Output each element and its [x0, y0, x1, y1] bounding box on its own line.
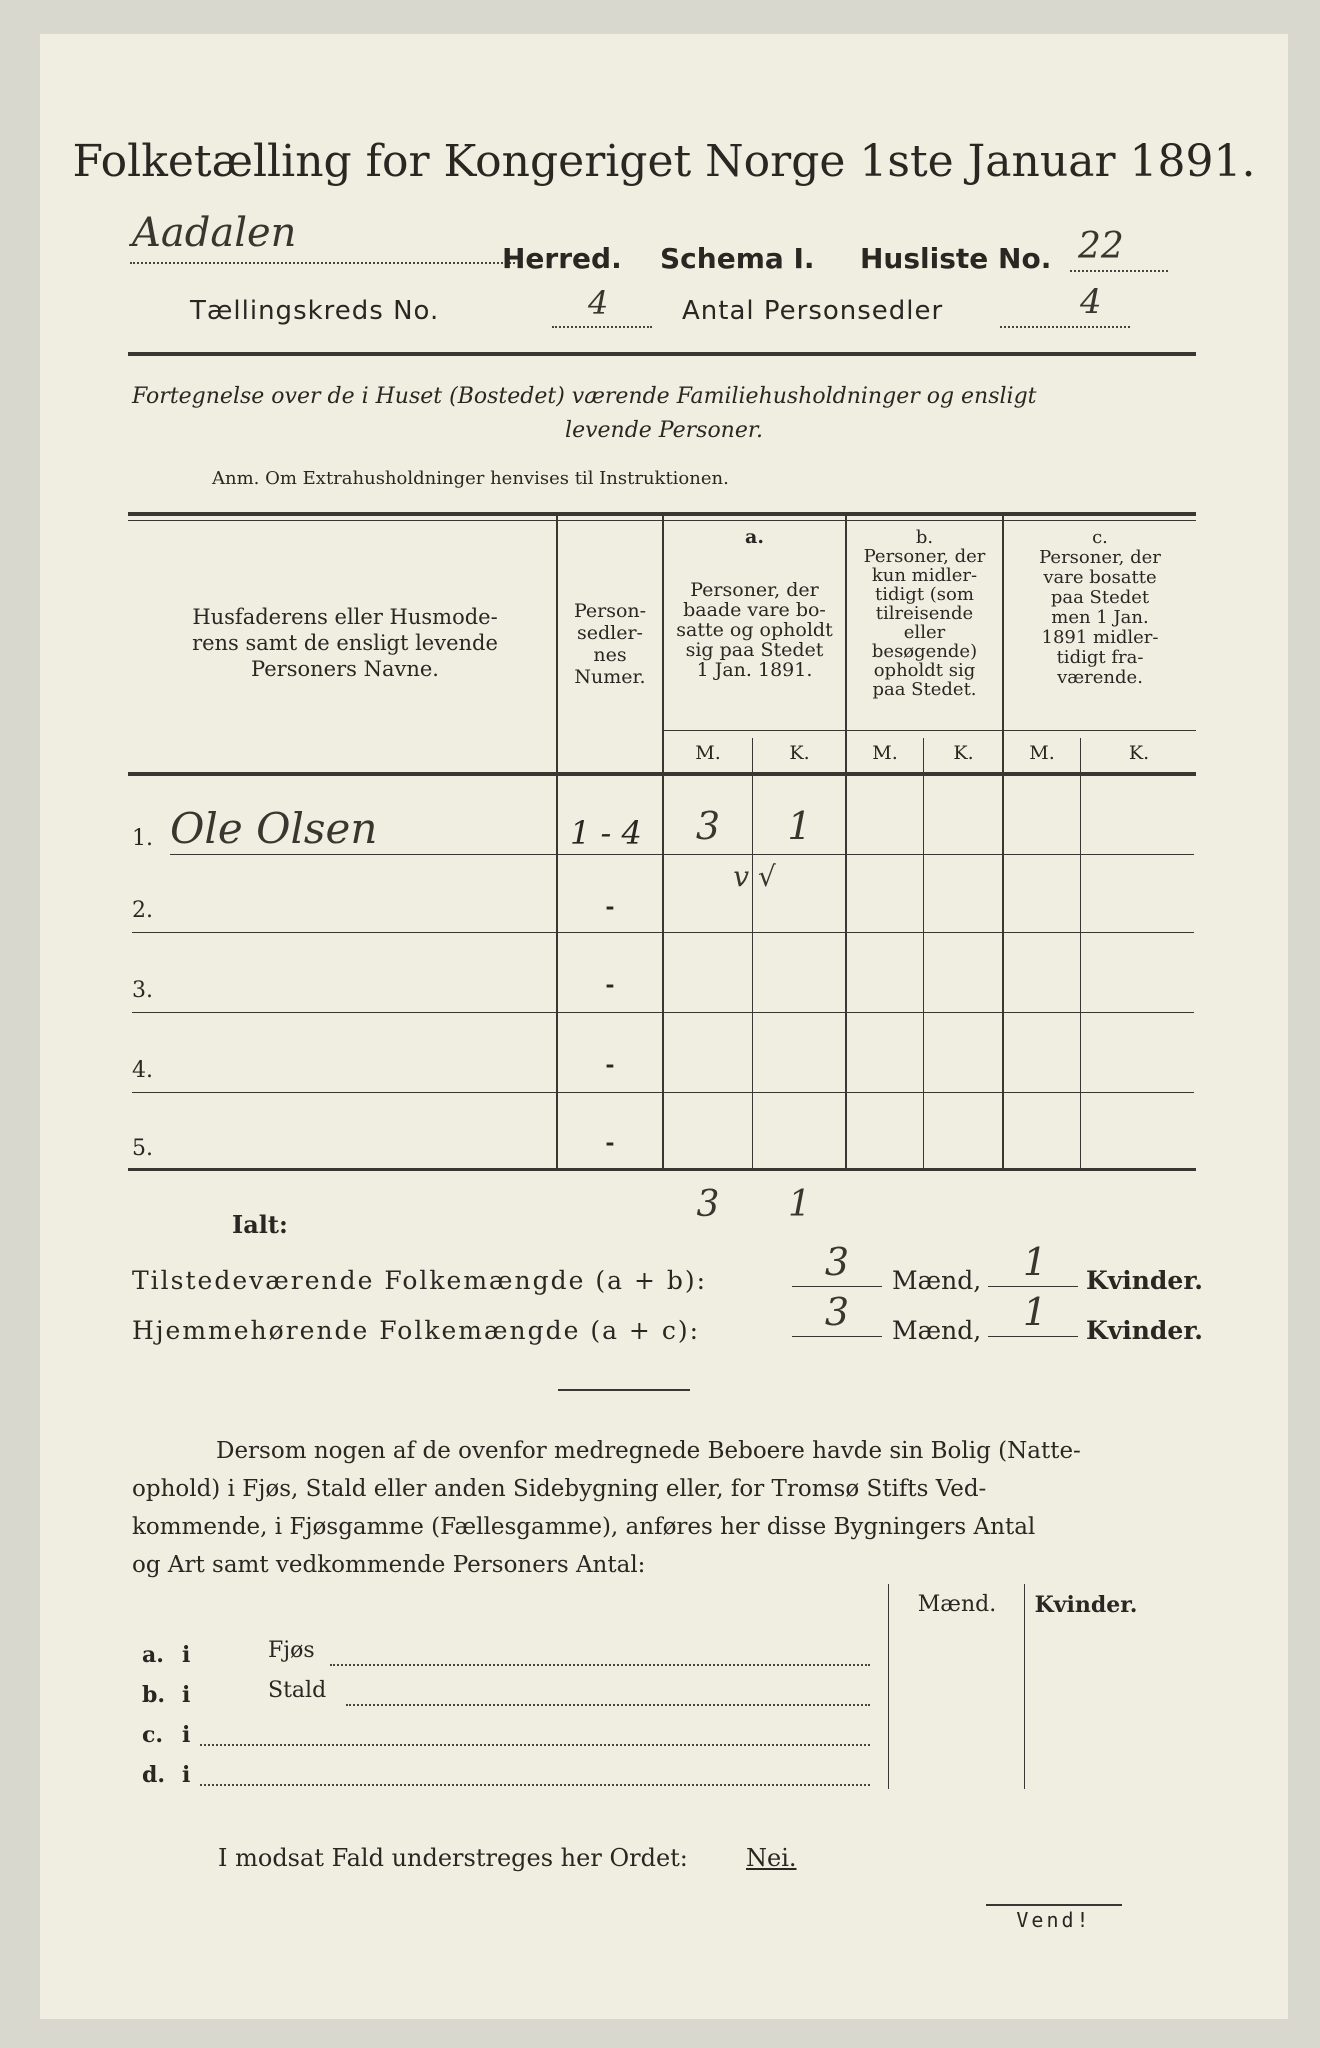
hjemme-kvinder-line: [988, 1336, 1078, 1337]
item-c-dotted-line: [200, 1744, 870, 1746]
kreds-label: Tællingskreds No.: [190, 296, 440, 326]
row-1-check-marks: v √: [733, 860, 776, 893]
col-divider-c-mk: [1080, 738, 1081, 1168]
item-c-i: i: [182, 1722, 191, 1748]
tilstede-maend-value: 3: [824, 1240, 850, 1284]
row-4-personsedler-numer: -: [605, 1052, 615, 1078]
form-title: Folketælling for Kongeriget Norge 1ste Januar 1891.: [72, 136, 1256, 187]
item-a-dotted-line: [330, 1664, 870, 1666]
col-name-header: Husfaderens eller Husmode- rens samt de ensligt levende Personers Navne.: [192, 605, 498, 681]
vend-note: Vend!: [1016, 1908, 1092, 1932]
note-line3: kommende, i Fjøsgamme (Fællesgamme), anføres her disse Bygningers Antal: [132, 1514, 1036, 1540]
tilstede-maend-line: [792, 1286, 882, 1287]
header-rule: [128, 352, 1196, 356]
row-1-name: Ole Olsen: [170, 804, 378, 853]
row-4-underline: [132, 1092, 1194, 1093]
tilstede-kvinder-label: Kvinder.: [1086, 1266, 1203, 1295]
hjemme-maend-label: Mænd,: [892, 1316, 982, 1345]
note-kvinder-header: Kvinder.: [1034, 1592, 1138, 1618]
hjemme-label: Hjemmehørende Folkemængde (a + c):: [132, 1316, 700, 1345]
mk-label-c-k: K.: [1128, 742, 1150, 764]
mk-label-b-m: M.: [872, 742, 898, 764]
item-b-letter: b.: [142, 1682, 166, 1708]
census-form-page: [40, 34, 1288, 2019]
husliste-label: Husliste No.: [860, 242, 1052, 275]
item-d-dotted-line: [200, 1784, 870, 1786]
table-bottom-rule: [128, 1168, 1196, 1171]
note-col-divider-2: [1024, 1584, 1025, 1789]
col-b-header: b. Personer, der kun midler- tidigt (som tilreisende eller besøgende) opholdt sig paa Stedet.: [863, 527, 986, 700]
item-d-letter: d.: [142, 1762, 166, 1788]
col-num-header: Person- sedler- nes Numer.: [573, 600, 647, 688]
row-4-number: 4.: [132, 1058, 153, 1083]
tilstede-kvinder-line: [988, 1286, 1078, 1287]
vend-rule: [986, 1904, 1122, 1906]
ialt-maend: 3: [696, 1184, 720, 1225]
row-5-number: 5.: [132, 1136, 153, 1161]
hjemme-maend-line: [792, 1336, 882, 1337]
row-2-underline: [132, 932, 1194, 933]
item-a-letter: a.: [142, 1642, 164, 1668]
tilstede-maend-label: Mænd,: [892, 1266, 982, 1295]
anm-note: Anm. Om Extrahusholdninger henvises til Instruktionen.: [212, 468, 729, 489]
mk-top-rule: [662, 730, 1196, 731]
row-3-underline: [132, 1012, 1194, 1013]
ialt-kvinder: 1: [788, 1184, 811, 1225]
herred-value: Aadalen: [132, 210, 297, 256]
husliste-dotted-line: [1070, 270, 1168, 272]
mk-label-a-m: M.: [695, 742, 721, 764]
kreds-dotted-line: [552, 326, 652, 328]
nei-word: Nei.: [746, 1844, 797, 1872]
row-2-personsedler-numer: -: [605, 894, 615, 920]
header-bottom-rule: [128, 772, 1196, 776]
hjemme-kvinder-label: Kvinder.: [1086, 1316, 1203, 1345]
row-3-number: 3.: [132, 978, 153, 1003]
item-a-label: Fjøs: [268, 1638, 315, 1663]
intro-line1: Fortegnelse over de i Huset (Bostedet) værende Familiehusholdninger og ensligt: [132, 384, 1037, 409]
mk-label-c-m: M.: [1029, 742, 1055, 764]
row-3-personsedler-numer: -: [605, 972, 615, 998]
note-line1: Dersom nogen af de ovenfor medregnede Beboere havde sin Bolig (Natte-: [216, 1438, 1081, 1464]
schema-label: Schema I.: [660, 242, 815, 275]
row-1-values-underline: [570, 854, 1194, 855]
antal-label: Antal Personsedler: [682, 296, 944, 326]
item-b-dotted-line: [346, 1704, 870, 1706]
tilstede-kvinder-value: 1: [1022, 1240, 1048, 1284]
antal-value: 4: [1080, 282, 1102, 322]
col-divider-a-mk: [752, 738, 753, 1168]
row-1-name-underline: [170, 854, 586, 855]
col-a-header: Personer, der baade vare bo- satte og opholdt sig paa Stedet 1 Jan. 1891.: [676, 579, 833, 681]
row-1-a-maend: 3: [695, 804, 721, 848]
hjemme-kvinder-value: 1: [1022, 1290, 1048, 1334]
row-5-personsedler-numer: -: [605, 1130, 615, 1156]
tilstede-label: Tilstedeværende Folkemængde (a + b):: [132, 1266, 708, 1295]
col-c-header: c. Personer, der vare bosatte paa Stedet men 1 Jan. 1891 midler- tidigt fra- værende.: [1039, 527, 1161, 688]
row-2-number: 2.: [132, 898, 153, 923]
hjemme-maend-value: 3: [824, 1290, 850, 1334]
item-a-i: i: [182, 1642, 191, 1668]
intro-line2: levende Personer.: [565, 418, 763, 443]
note-line2: ophold) i Fjøs, Stald eller anden Sidebygning eller, for Tromsø Stifts Ved-: [132, 1476, 987, 1502]
col-divider-b-mk: [923, 738, 924, 1168]
mk-label-b-k: K.: [953, 742, 974, 764]
row-1-a-kvinder: 1: [787, 804, 812, 848]
col-a-letter: a.: [745, 526, 764, 548]
note-maend-header: Mænd.: [917, 1592, 997, 1617]
note-line4: og Art samt vedkommende Personers Antal:: [132, 1552, 646, 1578]
item-c-letter: c.: [142, 1722, 164, 1748]
modsat-fald-text: I modsat Fald understreges her Ordet:: [218, 1844, 688, 1872]
antal-dotted-line: [1000, 326, 1130, 328]
section-separator: [558, 1389, 690, 1391]
item-b-label: Stald: [268, 1678, 327, 1703]
herred-label: Herred.: [502, 242, 622, 275]
kreds-value: 4: [588, 284, 609, 322]
item-b-i: i: [182, 1682, 191, 1708]
row-1-number: 1.: [132, 826, 153, 851]
husliste-value: 22: [1078, 226, 1124, 267]
item-d-i: i: [182, 1762, 191, 1788]
ialt-label: Ialt:: [232, 1210, 288, 1239]
mk-label-a-k: K.: [789, 742, 810, 764]
note-col-divider-1: [888, 1584, 889, 1789]
herred-dotted-line: [130, 262, 515, 264]
row-1-personsedler-numer: 1 - 4: [570, 814, 642, 852]
